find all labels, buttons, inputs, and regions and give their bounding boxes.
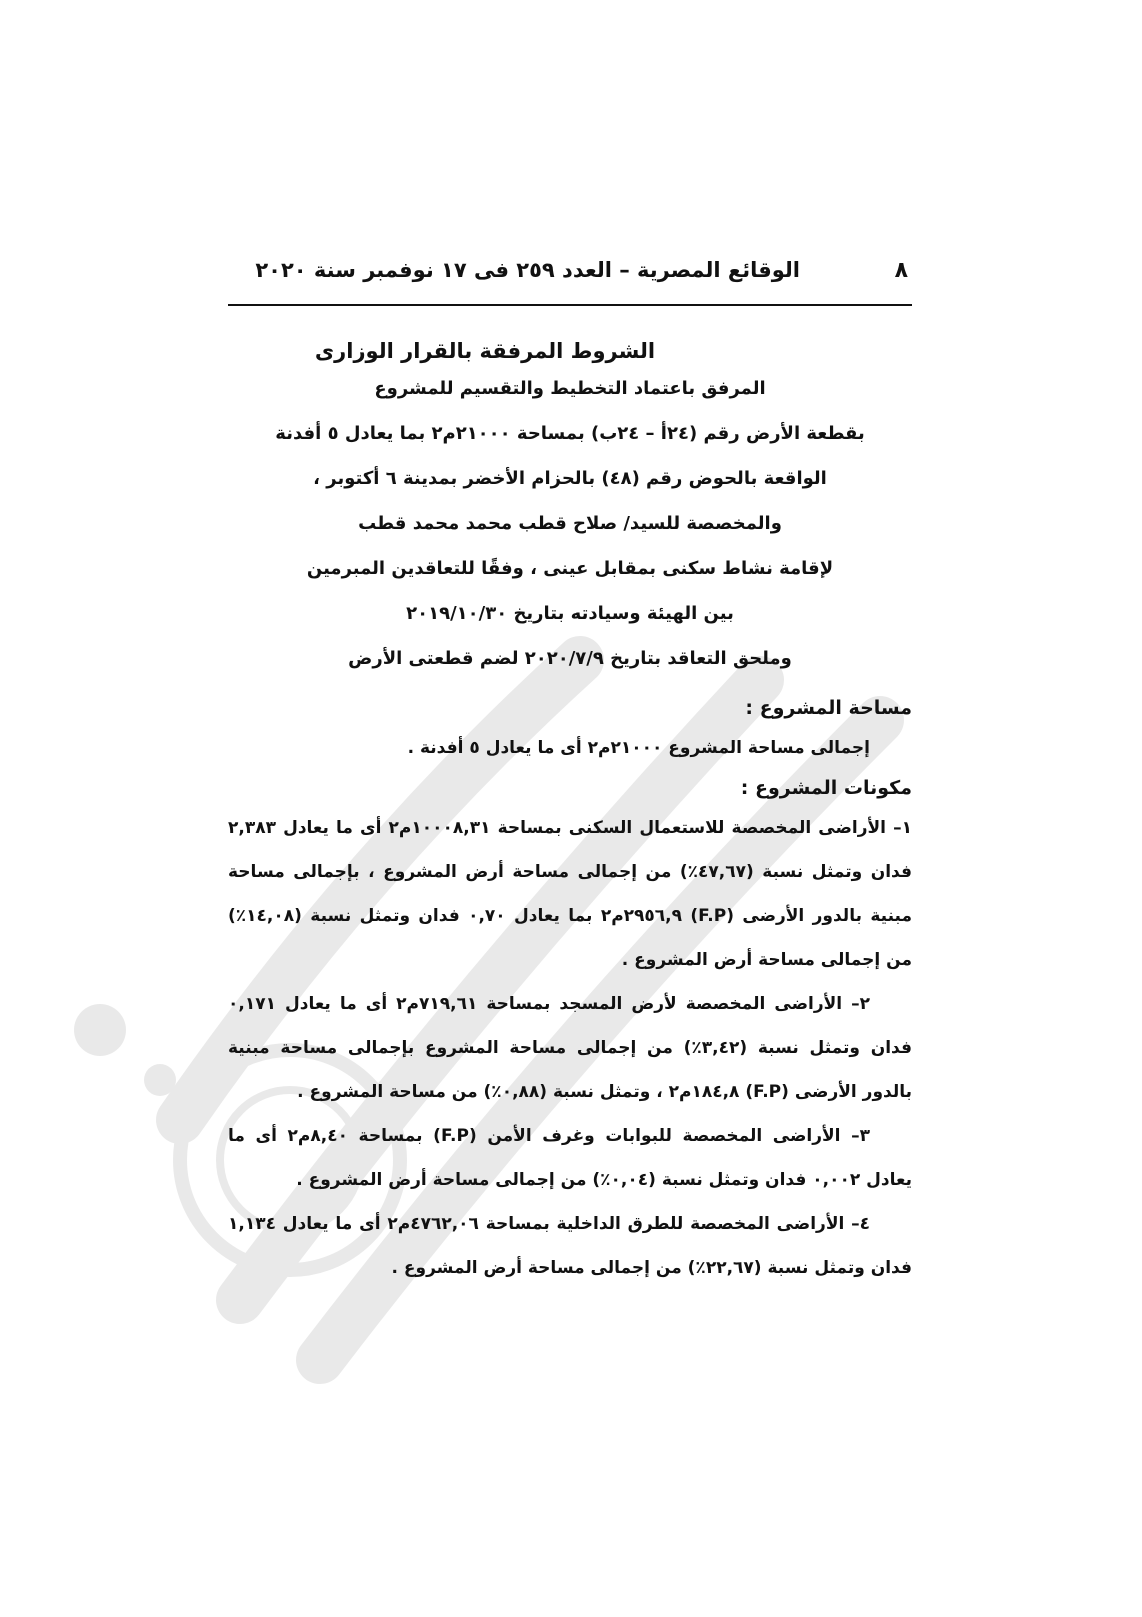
document-body	[228, 690, 912, 1290]
page-header	[228, 258, 908, 298]
subtitle-line-3: الواقعة بالحوض رقم (٤٨) بالحزام الأخضر بمدينة ٦ أكتوبر ،	[313, 468, 827, 489]
component-item-4: ٤– الأراضى المخصصة للطرق الداخلية بمساحة ٤٧٦٢,٠٦م٢ أى ما يعادل ١,١٣٤ فدان وتمثل نسبة (٢٢,٦٧٪) من إجمالى مساحة أرض المشروع .	[228, 1214, 912, 1278]
subtitle-line-4: والمخصصة للسيد/ صلاح قطب محمد محمد قطب	[358, 513, 782, 534]
subtitle-line-1: المرفق باعتماد التخطيط والتقسيم للمشروع	[374, 378, 766, 399]
subtitle-line-7: وملحق التعاقد بتاريخ ٢٠٢٠/٧/٩ لضم قطعتى الأرض	[348, 648, 792, 669]
subtitle-line-5: لإقامة نشاط سكنى بمقابل عينى ، وفقًا للتعاقدين المبرمين	[306, 558, 834, 579]
project-components-heading: مكونات المشروع :	[740, 777, 912, 799]
subtitle-line-2: بقطعة الأرض رقم (٢٤أ – ٢٤ب) بمساحة ٢١٠٠٠م٢ بما يعادل ٥ أفدنة	[275, 423, 865, 444]
decree-title-block	[228, 336, 912, 681]
page-number: ٨	[894, 258, 908, 283]
subtitle-line-6: بين الهيئة وسيادته بتاريخ ٢٠١٩/١٠/٣٠	[406, 603, 734, 624]
project-area-heading: مساحة المشروع :	[745, 697, 912, 719]
component-item-2: ٢– الأراضى المخصصة لأرض المسجد بمساحة ٧١٩,٦١م٢ أى ما يعادل ٠,١٧١ فدان وتمثل نسبة (٣,٤٢٪) من إجمالى مساحة المشروع بإجمالى مساحة مبنية بالدور الأرضى (F.P) ١٨٤,٨م٢ ، وتمثل نسبة (٠,٨٨٪) من مساحة المشروع .	[228, 994, 912, 1102]
document-title: الشروط المرفقة بالقرار الوزارى	[314, 339, 656, 363]
header-divider	[228, 304, 912, 306]
component-item-3: ٣– الأراضى المخصصة للبوابات وغرف الأمن (F.P) بمساحة ٨,٤٠م٢ أى ما يعادل ٠,٠٠٢ فدان وتمثل نسبة (٠,٠٤٪) من إجمالى مساحة أرض المشروع .	[228, 1126, 912, 1190]
gazette-header-title: الوقائع المصرية – العدد ٢٥٩ فى ١٧ نوفمبر سنة ٢٠٢٠	[255, 258, 800, 282]
project-area-text: إجمالى مساحة المشروع ٢١٠٠٠م٢ أى ما يعادل ٥ أفدنة .	[407, 738, 870, 758]
component-item-1: ١– الأراضى المخصصة للاستعمال السكنى بمساحة ١٠٠٠٨,٣١م٢ أى ما يعادل ٢,٣٨٣ فدان وتمثل نسبة (٤٧,٦٧٪) من إجمالى مساحة أرض المشروع ، بإجمالى مساحة مبنية بالدور الأرضى (F.P) ٢٩٥٦,٩م٢ بما يعادل ٠,٧٠ فدان وتمثل نسبة (١٤,٠٨٪) من إجمالى مساحة أرض المشروع .	[228, 818, 913, 970]
